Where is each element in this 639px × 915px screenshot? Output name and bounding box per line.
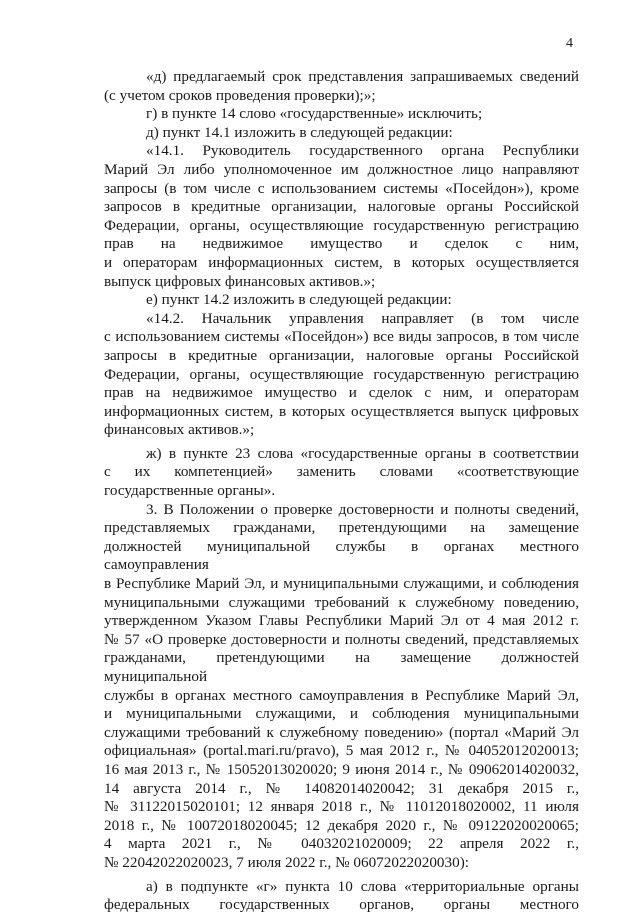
- text-line: с их компетенцией» заменить словами «соответствующие: [104, 463, 579, 481]
- text-line: Марий Эл либо уполномоченное им должностное лицо направляют: [104, 160, 579, 178]
- text-line: № 22042022020023, 7 июля 2022 г., № 06072022020030):: [104, 853, 469, 871]
- text-line: выпуск цифровых финансовых активов.»;: [104, 272, 376, 290]
- paragraph-item-a-p10: [104, 878, 579, 915]
- text-line: ж) в пункте 23 слова «государственные органы в соответствии: [146, 444, 579, 462]
- text-line: д) пункт 14.1 изложить в следующей редакции:: [146, 123, 453, 141]
- paragraph-p142-text: [104, 310, 579, 440]
- text-line: «14.1. Руководитель государственного органа Республики: [146, 142, 579, 160]
- text-line: «14.2. Начальник управления направляет (в том числе: [146, 309, 579, 327]
- text-line: е) пункт 14.2 изложить в следующей редакции:: [146, 291, 452, 309]
- text-line: финансовых активов.»;: [104, 421, 255, 439]
- paragraph-section-3: [104, 501, 579, 873]
- text-line: Федерации, органы, осуществляющие государственную регистрацию: [104, 365, 579, 383]
- document-body: [104, 68, 579, 915]
- paragraph-p141-text: [104, 142, 579, 291]
- paragraph-item-d-p141: [104, 124, 579, 143]
- text-line: служащими требований к служебному поведению» (портал «Марий Эл: [104, 723, 579, 741]
- text-line: федеральных государственных органов, органы местного: [104, 896, 579, 914]
- paragraph-item-e-p142: [104, 291, 579, 310]
- text-line: с использованием системы «Посейдон») все виды запросов, в том числе: [104, 328, 579, 346]
- text-line: представляемых гражданами, претендующими на замещение: [104, 519, 579, 537]
- text-line: 2018 г., № 10072018020045; 12 декабря 2020 г., № 09122020020065;: [104, 816, 579, 834]
- text-line: муниципальными служащими требований к служебному поведению,: [104, 593, 579, 611]
- text-line: запросы (в том числе с использованием системы «Посейдон»), кроме: [104, 179, 579, 197]
- text-line: утвержденном Указом Главы Республики Марий Эл от 4 мая 2012 г.: [104, 612, 579, 630]
- text-line: а) в подпункте «г» пункта 10 слова «территориальные органы: [146, 877, 579, 895]
- text-line: 16 мая 2013 г., № 15052013020020; 9 июня 2014 г., № 09062014020032,: [104, 760, 579, 778]
- text-line: 3. В Положении о проверке достоверности и полноты сведений,: [146, 500, 579, 518]
- paragraph-item-zh-p23: [104, 445, 579, 501]
- text-line: гражданами, претендующими на замещение должностей муниципальной: [104, 649, 579, 685]
- text-line: в Республике Марий Эл, и муниципальными служащими, и соблюдения: [104, 575, 579, 593]
- page-number: 4: [566, 36, 573, 51]
- text-line: и операторам информационных систем, в которых осуществляется: [104, 253, 579, 271]
- text-line: прав на недвижимое имущество и сделок с ним,: [104, 235, 579, 253]
- text-line: должностей муниципальной службы в органах местного самоуправления: [104, 537, 579, 574]
- text-line: 14 августа 2014 г., № 14082014020042; 31 декабря 2015 г.,: [104, 779, 579, 797]
- text-line: прав на недвижимое имущество и сделок с ним, и операторам: [104, 384, 579, 402]
- text-line: «д) предлагаемый срок представления запрашиваемых сведений: [146, 68, 579, 85]
- text-line: 4 марта 2021 г., № 04032021020009; 22 апреля 2022 г.,: [104, 835, 579, 853]
- text-line: № 31122015020101; 12 января 2018 г., № 11012018020002, 11 июля: [104, 798, 579, 816]
- text-line: службы в органах местного самоуправления в Республике Марий Эл,: [104, 686, 579, 704]
- text-line: запросы в кредитные организации, налоговые органы Российской: [104, 346, 579, 364]
- paragraph-item-d-deadline: [104, 68, 579, 105]
- paragraph-item-g-p14: [104, 105, 579, 124]
- text-line: Федерации, органы, осуществляющие государственную регистрацию: [104, 216, 579, 234]
- text-line: и муниципальными служащими, и соблюдения муниципальными: [104, 705, 579, 723]
- text-line: информационных систем, в которых осуществляется выпуск цифровых: [104, 402, 579, 420]
- text-line: государственные органы».: [104, 482, 276, 500]
- text-line: (с учетом сроков проведения проверки);»;: [104, 86, 376, 104]
- text-line: официальная» (portal.mari.ru/pravo), 5 мая 2012 г., № 04052012020013;: [104, 742, 579, 760]
- text-line: № 57 «О проверке достоверности и полноты сведений, представляемых: [104, 630, 579, 648]
- text-line: г) в пункте 14 слово «государственные» исключить;: [146, 105, 483, 123]
- text-line: запросов в кредитные организации, налоговые органы Российской: [104, 198, 579, 216]
